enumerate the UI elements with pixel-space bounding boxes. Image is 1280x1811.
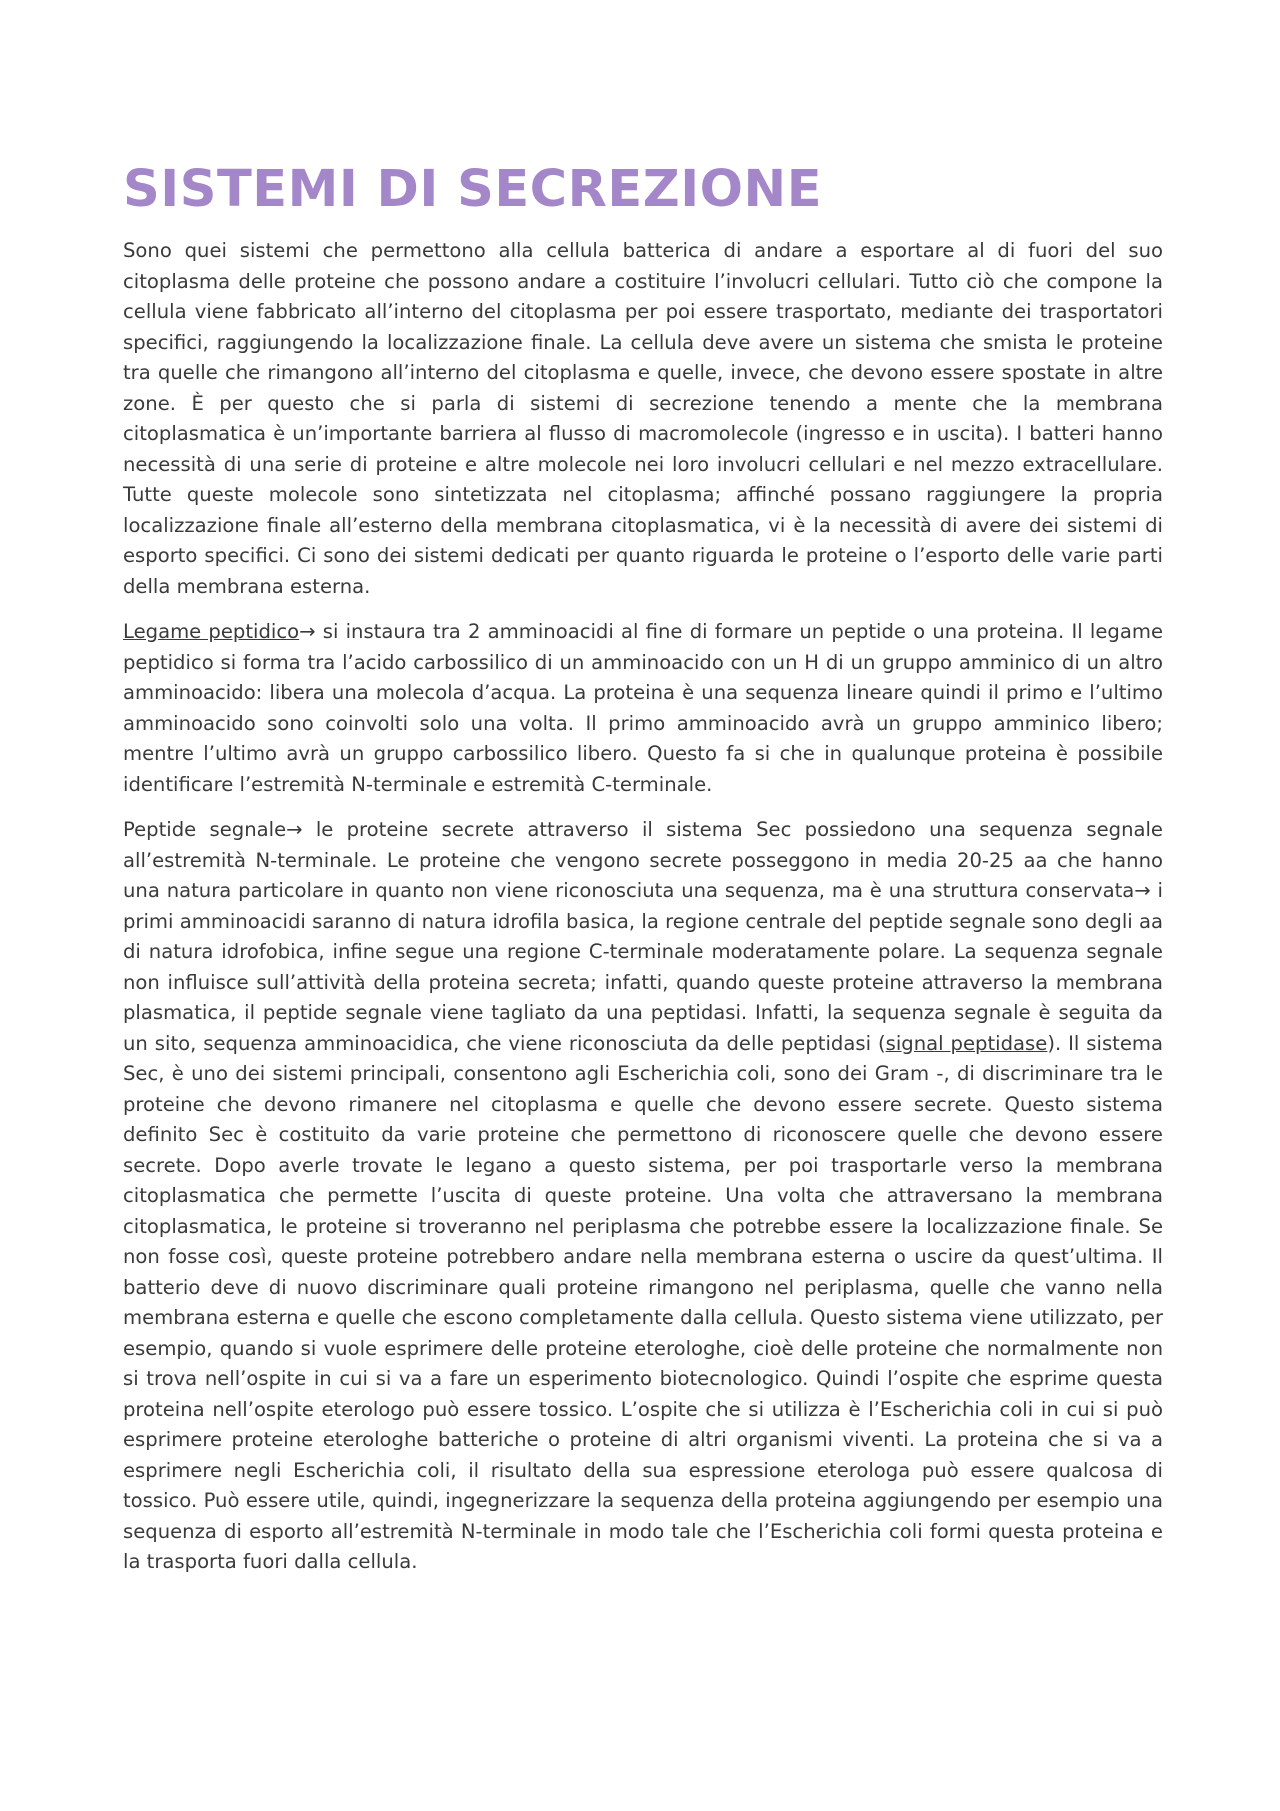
document-content [123, 158, 1163, 1593]
paragraph-peptide-segnale-before: Peptide segnale→ le proteine secrete attraverso il sistema Sec possiedono una sequenza segnale all’estremità N-terminale. Le proteine che vengono secrete posseggono in media 20-25 aa che hanno una natura particolare in quanto non viene riconosciuta una sequenza, ma è una struttura conservata→ i primi amminoacidi saranno di natura idrofila basica, la regione centrale del peptide segnale sono degli aa di natura idrofobica, infine segue una regione C-terminale moderatamente polare. La sequenza segnale non influisce sull’attività della proteina secreta; infatti, quando queste proteine attraverso la membrana plasmatica, il peptide segnale viene tagliato da una peptidasi. Infatti, la sequenza segnale è seguita da un sito, sequenza amminoacidica, che viene riconosciuta da delle peptidasi ( [123, 818, 1163, 1055]
term-legame-peptidico: Legame peptidico [123, 620, 300, 643]
page-title: SISTEMI DI SECREZIONE [123, 160, 823, 219]
paragraph-peptide-segnale-after: ). Il sistema Sec, è uno dei sistemi principali, consentono agli Escherichia coli, sono dei Gram -, di discriminare tra le proteine che devono rimanere nel citoplasma e quelle che devono essere secrete. Questo sistema definito Sec è costituito da varie proteine che permettono di riconoscere quelle che devono essere secrete. Dopo averle trovate le legano a questo sistema, per poi trasportarle verso la membrana citoplasmatica che permette l’uscita di queste proteine. Una volta che attraversano la membrana citoplasmatica, le proteine si troveranno nel periplasma che potrebbe essere la localizzazione finale. Se non fosse così, queste proteine potrebbero andare nella membrana esterna o uscire da quest’ultima. Il batterio deve di nuovo discriminare quali proteine rimangono nel periplasma, quelle che vanno nella membrana esterna e quelle che escono completamente dalla cellula. Questo sistema viene utilizzato, per esempio, quando si vuole esprimere delle proteine eterologhe, cioè delle proteine che normalmente non si trova nell’ospite in cui si va a fare un esperimento biotecnologico. Quindi l’ospite che esprime questa proteina nell’ospite eterologo può essere tossico. L’ospite che si utilizza è l’Escherichia coli in cui si può esprimere proteine eterologhe batteriche o proteine di altri organismi viventi. La proteina che si va a esprimere negli Escherichia coli, il risultato della sua espressione eterologa può essere qualcosa di tossico. Può essere utile, quindi, ingegnerizzare la sequenza della proteina aggiungendo per esempio una sequenza di esporto all’estremità N-terminale in modo tale che l’Escherichia coli formi questa proteina e la trasporta fuori dalla cellula. [123, 1031, 1164, 1573]
paragraph-intro: Sono quei sistemi che permettono alla cellula batterica di andare a esportare al di fuori del suo citoplasma delle proteine che possono andare a costituire l’involucri cellulari. Tutto ciò che compone la cellula viene fabbricato all’interno del citoplasma per poi essere trasportato, mediante dei trasportatori specifici, raggiungendo la localizzazione finale. La cellula deve avere un sistema che smista le proteine tra quelle che rimangono all’interno del citoplasma e quelle, invece, che devono essere spostate in altre zone. È per questo che si parla di sistemi di secrezione tenendo a mente che la membrana citoplasmatica è un’importante barriera al flusso di macromolecole (ingresso e in uscita). I batteri hanno necessità di una serie di proteine e altre molecole nei loro involucri cellulari e nel mezzo extracellulare. Tutte queste molecole sono sintetizzata nel citoplasma; affinché possano raggiungere la propria localizzazione finale all’esterno della membrana citoplasmatica, vi è la necessità di avere dei sistemi di esporto specifici. Ci sono dei sistemi dedicati per quanto riguarda le proteine o l’esporto delle varie parti della membrana esterna. [123, 239, 1163, 598]
term-signal-peptidase: signal peptidase [885, 1031, 1048, 1055]
paragraph-legame-peptidico-text: → si instaura tra 2 amminoacidi al fine di formare un peptide o una proteina. Il legame peptidico si forma tra l’acido carbossilico di un amminoacido con un H di un gruppo amminico di un altro amminoacido: libera una molecola d’acqua. La proteina è una sequenza lineare quindi il primo e l’ultimo amminoacido sono coinvolti solo una volta. Il primo amminoacido avrà un gruppo amminico libero; mentre l’ultimo avrà un gruppo carbossilico libero. Questo fa si che in qualunque proteina è possibile identificare l’estremità N-terminale e estremità C-terminale. [123, 620, 1164, 796]
paragraph-peptide-segnale [123, 815, 1163, 1578]
paragraph-legame-peptidico [123, 617, 1163, 800]
